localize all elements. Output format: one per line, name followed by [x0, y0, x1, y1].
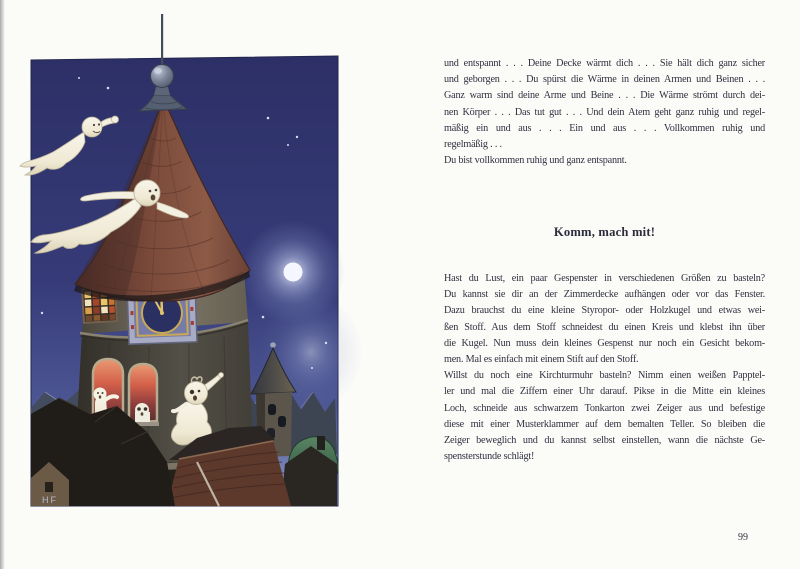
text-line: regelmäßig . . . — [444, 138, 502, 150]
left-page-illustration — [29, 12, 340, 507]
book-edge-shadow — [0, 0, 5, 569]
page-number: 99 — [738, 532, 748, 543]
right-page-paragraph-relaxation — [444, 56, 765, 169]
text-line: spensterstunde schlägt! — [444, 451, 535, 463]
text-line: Hast du Lust, ein paar Gespenster in verschiedenen Größen zu basteln? — [444, 273, 765, 284]
text-line: Du bist vollkommen ruhig und ganz entspannt. — [444, 155, 627, 167]
text-line: Zeiger beweglich und du kannst selbst einstellen, wann die nächste Ge- — [444, 434, 765, 446]
moon — [284, 263, 303, 282]
arched-window-right — [127, 364, 159, 426]
text-line: Loch, schneide aus schwarzem Tonkarton zwei Zeiger aus und befestige — [444, 402, 765, 414]
text-line: Willst du noch eine Kirchturmuhr basteln? Nimm einen weißen Papptel- — [444, 370, 765, 382]
text-line: men. Mal es einfach mit einem Stift auf den Stoff. — [444, 353, 639, 365]
text-line: und entspannt . . . Deine Decke wärmt dich . . . Sie hält dich ganz sicher — [444, 58, 765, 69]
text-line: und geborgen . . . Du spürst die Wärme in deinen Armen und Beinen . . . — [444, 74, 765, 86]
section-heading: Komm, mach mit! — [553, 225, 656, 239]
text-line: ßen Stoff. Aus dem Stoff schneidest du einen Kreis und klebst ihn über — [444, 321, 765, 333]
night-tower-illustration — [29, 12, 340, 507]
right-page-paragraph-craft — [444, 271, 765, 465]
text-line: diese mit einer Musterklammer auf dem bemalten Teller. So bleiben die — [444, 418, 765, 430]
text-line: Du kannst sie dir an der Zimmerdecke aufhängen oder vor das Fenster. — [444, 289, 765, 301]
text-line: nen Körper . . . Das tut gut . . . Und dein Atem geht ganz ruhig und regel- — [444, 106, 765, 118]
text-line: ler und mal die Ziffern einer Uhr darauf. Pikse in die Mitte ein kleines — [444, 386, 765, 398]
text-line: Ganz warm sind deine Arme und Beine . . . Die Wärme strömt durch dei- — [444, 90, 765, 102]
text-line: die Kugel. Nun muss dein kleines Gespenst nur noch ein Gesicht bekom- — [444, 337, 765, 349]
artist-signature: HF — [42, 495, 58, 505]
text-line: Dazu brauchst du eine kleine Styropor- oder Holzkugel und etwas wei- — [444, 305, 765, 317]
text-line: mäßig ein und aus . . . Ein und aus . . . Vollkommen ruhig und — [444, 122, 765, 134]
